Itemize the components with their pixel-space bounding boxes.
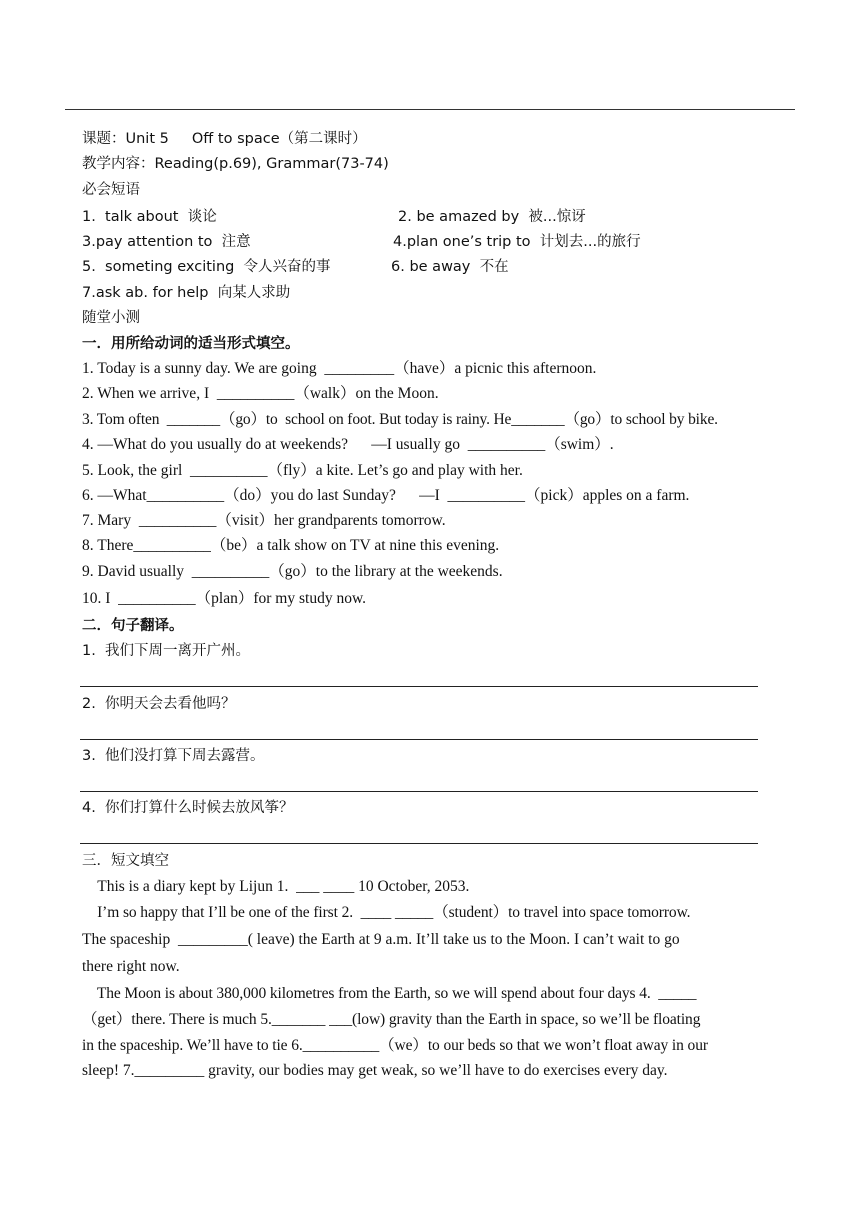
section2-title: 二．句子翻译。 bbox=[82, 618, 184, 634]
exercise-item-9: 9. David usually __________（go）to the library at the weekends. bbox=[82, 563, 503, 580]
phrase-2: 2. be amazed by 被...惊讶 bbox=[398, 209, 586, 225]
header-rule bbox=[65, 109, 795, 110]
passage-line-7: in the spaceship. We’ll have to tie 6.__________（we）to our beds so that we won’t float away in our bbox=[82, 1037, 708, 1054]
translation-item-1: 1. 我们下周一离开广州。 bbox=[82, 643, 251, 659]
section1-title: 一．用所给动词的适当形式填空。 bbox=[82, 336, 300, 352]
answer-line-3[interactable] bbox=[80, 791, 758, 792]
exercise-item-4: 4. —What do you usually do at weekends? —I usually go __________（swim）. bbox=[82, 436, 614, 453]
phrase-4: 4.plan one’s trip to 计划去...的旅行 bbox=[393, 234, 641, 250]
phrase-5: 5. someting exciting 令人兴奋的事 bbox=[82, 259, 331, 275]
exercise-item-2: 2. When we arrive, I __________（walk）on the Moon. bbox=[82, 385, 439, 402]
exercise-item-3: 3. Tom often _______（go）to school on foot. But today is rainy. He_______（go）to school by bike. bbox=[82, 411, 718, 428]
phrase-7: 7.ask ab. for help 向某人求助 bbox=[82, 285, 291, 301]
exercise-item-6: 6. —What__________（do）you do last Sunday? —I __________（pick）apples on a farm. bbox=[82, 487, 690, 504]
lesson-content: 教学内容：Reading(p.69), Grammar(73-74) bbox=[82, 156, 389, 172]
answer-line-4[interactable] bbox=[80, 843, 758, 844]
exercise-item-10: 10. I __________（plan）for my study now. bbox=[82, 590, 367, 607]
passage-line-6: （get）there. There is much 5._______ ___(low) gravity than the Earth in space, so we’ll be floating bbox=[82, 1011, 701, 1028]
exercise-item-7: 7. Mary __________（visit）her grandparents tomorrow. bbox=[82, 512, 446, 529]
passage-line-8: sleep! 7._________ gravity, our bodies may get weak, so we’ll have to do exercises every day. bbox=[82, 1062, 668, 1079]
translation-item-4: 4. 你们打算什么时候去放风筝？ bbox=[82, 800, 294, 816]
passage-line-1: This is a diary kept by Lijun 1. ___ ____ 10 October, 2053. bbox=[82, 878, 470, 895]
answer-line-2[interactable] bbox=[80, 739, 758, 740]
passage-line-3: The spaceship _________( leave) the Earth at 9 a.m. It’ll take us to the Moon. I can’t wait to go bbox=[82, 931, 680, 948]
phrase-6: 6. be away 不在 bbox=[391, 259, 509, 275]
answer-line-1[interactable] bbox=[80, 686, 758, 687]
exercise-item-5: 5. Look, the girl __________（fly）a kite. Let’s go and play with her. bbox=[82, 462, 523, 479]
lesson-topic: 课题：Unit 5 Off to space（第二课时） bbox=[82, 131, 367, 147]
translation-item-3: 3. 他们没打算下周去露营。 bbox=[82, 748, 265, 764]
phrases-heading: 必会短语 bbox=[82, 182, 140, 198]
passage-line-5: The Moon is about 380,000 kilometres from the Earth, so we will spend about four days 4. _____ bbox=[82, 985, 697, 1002]
passage-line-4: there right now. bbox=[82, 958, 180, 975]
passage-line-2: I’m so happy that I’ll be one of the first 2. ____ _____（student）to travel into space tomorrow. bbox=[82, 904, 691, 921]
phrase-1: 1. talk about 谈论 bbox=[82, 209, 217, 225]
translation-item-2: 2. 你明天会去看他吗？ bbox=[82, 696, 236, 712]
exercise-item-8: 8. There__________（be）a talk show on TV at nine this evening. bbox=[82, 537, 500, 554]
section3-title: 三．短文填空 bbox=[82, 853, 169, 869]
phrase-3: 3.pay attention to 注意 bbox=[82, 234, 251, 250]
quiz-heading: 随堂小测 bbox=[82, 310, 140, 326]
exercise-item-1: 1. Today is a sunny day. We are going _________（have）a picnic this afternoon. bbox=[82, 360, 597, 377]
